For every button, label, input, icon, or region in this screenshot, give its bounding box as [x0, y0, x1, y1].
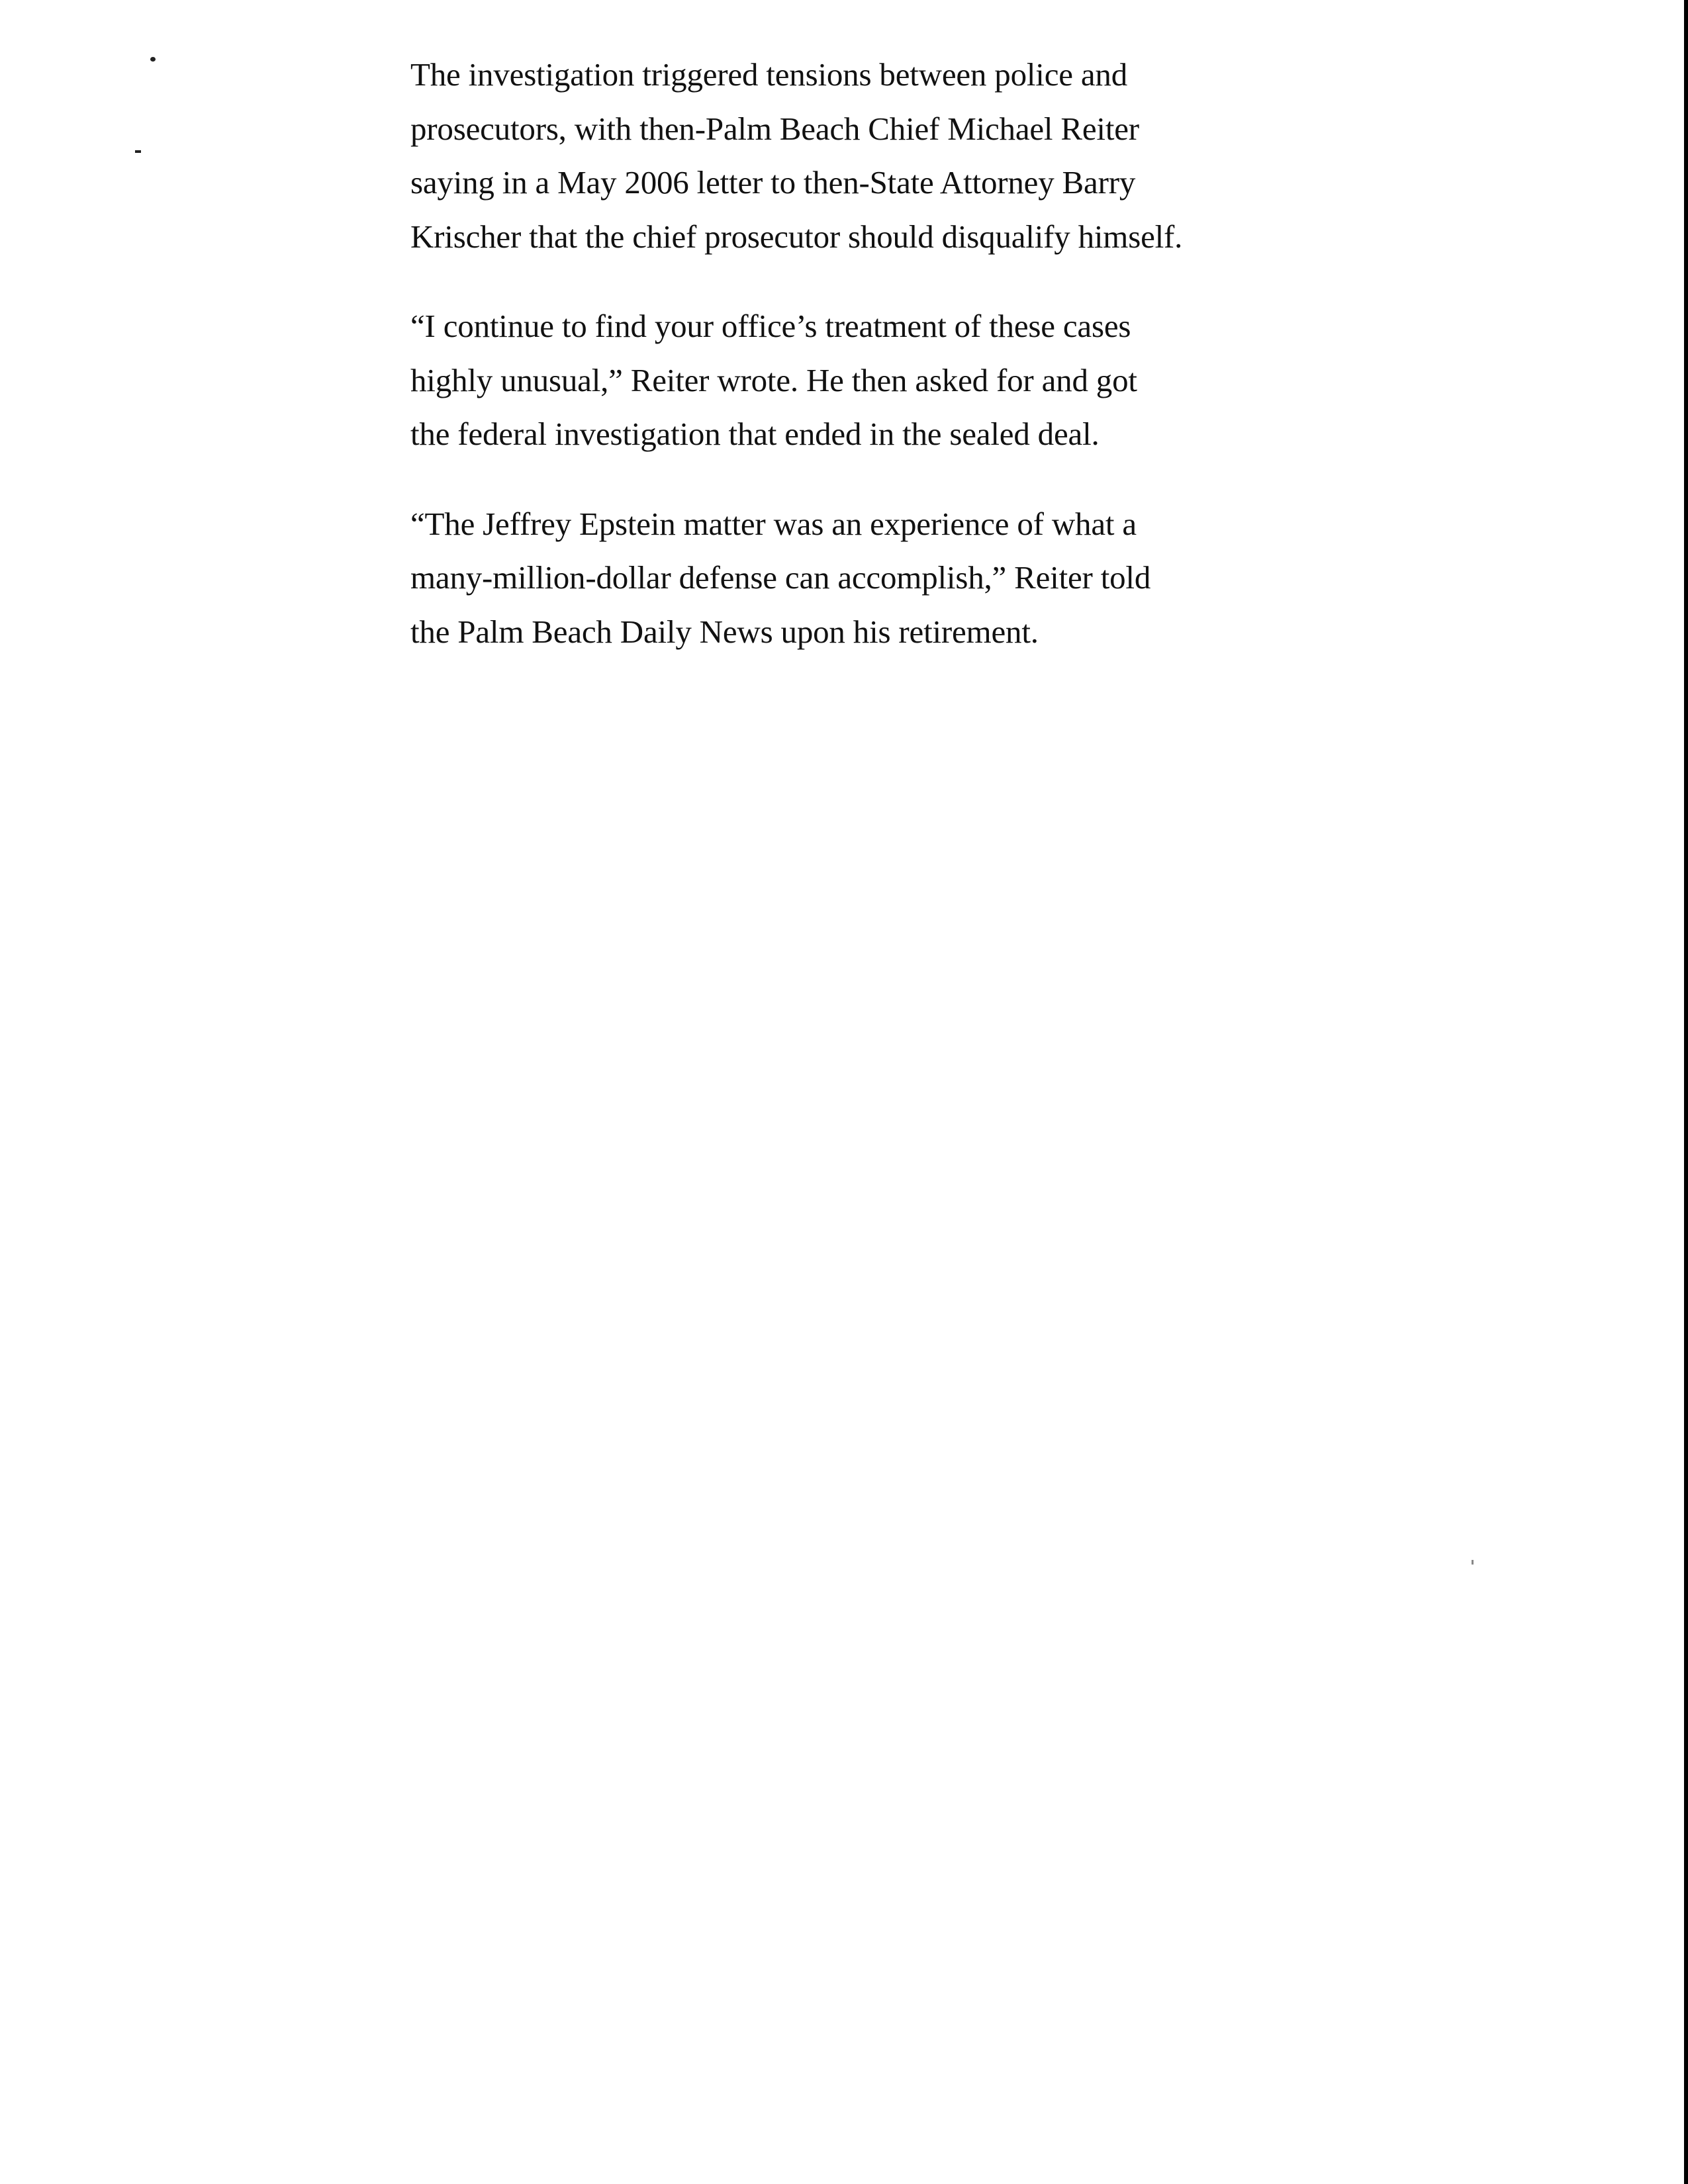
text-line: The investigation triggered tensions between police and: [410, 56, 1128, 93]
text-line: saying in a May 2006 letter to then-State Attorney Barry: [410, 164, 1136, 201]
scan-speck: [150, 57, 156, 62]
article-body: [410, 48, 1297, 694]
text-line: the Palm Beach Daily News upon his retirement.: [410, 613, 1039, 650]
scan-border: [1684, 0, 1688, 2184]
text-line: prosecutors, with then-Palm Beach Chief Michael Reiter: [410, 110, 1139, 147]
paragraph-1: [410, 48, 1297, 263]
text-line: many-million-dollar defense can accomplish,” Reiter told: [410, 559, 1151, 596]
text-line: the federal investigation that ended in the sealed deal.: [410, 416, 1100, 452]
paragraph-3: [410, 497, 1297, 659]
text-line: “I continue to find your office’s treatment of these cases: [410, 308, 1131, 344]
text-line: “The Jeffrey Epstein matter was an experience of what a: [410, 505, 1137, 542]
scan-speck: [1472, 1560, 1474, 1565]
text-line: Krischer that the chief prosecutor should disqualify himself.: [410, 218, 1183, 255]
scan-speck: [135, 150, 141, 153]
paragraph-2: [410, 299, 1297, 461]
text-line: highly unusual,” Reiter wrote. He then asked for and got: [410, 361, 1137, 398]
